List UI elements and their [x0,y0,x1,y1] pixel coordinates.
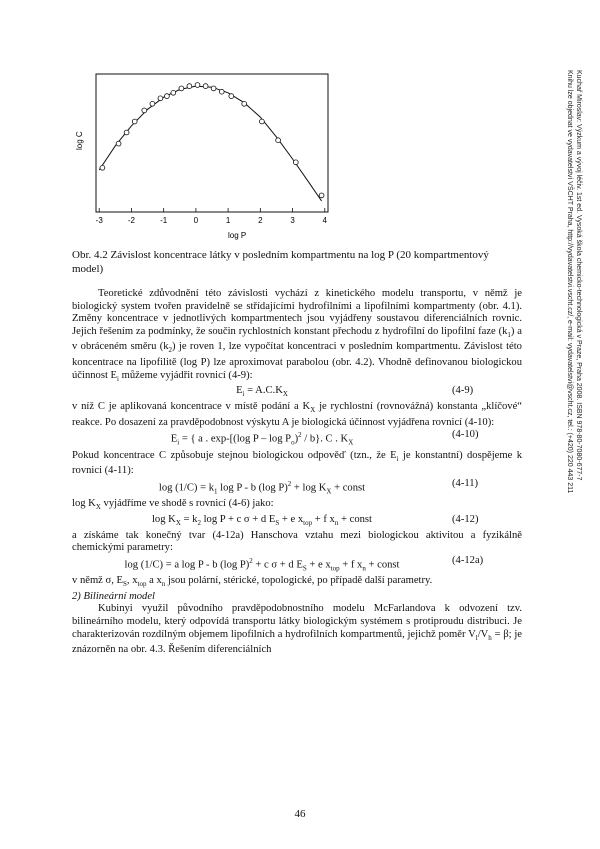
data-point [203,84,208,89]
data-point [142,108,147,113]
data-point [293,160,298,165]
equation-4-11 [72,478,522,498]
figure-caption: Obr. 4.2 Závislost koncentrace látky v posledním kompartmentu na log P (20 kompartmentový model) [72,249,489,275]
eq10-expr: $E_i$ = { a . exp-[(log P – $\log P_o)^2 / b$}. C . $K_X$ [170,431,354,448]
equation-4-10 [72,429,522,449]
p1-text: Teoretické zdůvodnění této závislosti vychází z kinetického modelu transportu, v němž je biologický system tvořen pravidelně se střídajícími hydrofilními a lipofilními kompartmenty (obr. 4.1). Změny koncentrace v jednotlivých kompartmentech jsou vyjádřeny soustavou diferenciálních rovnic. Jejich řešením za podmínky, že součin rychlostních konstant přechodu z hydrofilní do lipofilní faze $(k_1)$ a v obráceném směru $(k_2)$ je roven 1, lze vypočítat koncentraci v posledním kompartmentu. Závislost této koncentrace na lipofilitě (log P) lze aproximovat parabolou (obr. 4.2). Vhodně definovanou biologickou účinnost $E_i$ můžeme vyjádřit rovnicí (4-9): [72,288,522,383]
eq11-expr: $\log (1/C) = k_1$ log P - b (log $P)^2 + \log K_X$ + const [158,480,366,496]
parabola-chart [72,70,342,245]
data-point [150,101,155,106]
eq11-number: (4-11) [452,478,479,490]
copyright-line-2: Knihu lze objednat ve vydavatelství VŠCHT Praha, http://vydavatelstvi.vscht.cz/, e-mail: vydavatelstvi@vscht.cz, tel.: (+420) 220 443 211 [566,70,573,494]
data-point [165,94,170,99]
data-point [179,86,184,91]
body-text [72,288,522,657]
data-point [260,119,265,124]
y-axis-label: log C [75,131,84,150]
data-point [171,90,176,95]
paragraph-2: v níž C je aplikovaná koncentrace v místě podání a $K_X$ je rychlostní (rovnovážná) konstanta „klíčové“ reakce. Po dosazení za pravděpodobnost výskytu A je biologická účinnost vyjádřena rovnicí (4-10): [72,401,522,428]
plot-frame [96,74,328,212]
x-tick-label: -1 [160,216,168,225]
page-number: 46 [294,808,306,820]
x-tick-label: 4 [322,216,328,225]
equation-4-12 [72,514,522,530]
data-point [187,84,192,89]
data-point [276,138,281,143]
data-point [319,193,324,198]
data-point [229,94,234,99]
data-point [124,130,129,135]
x-tick-label: 3 [290,216,295,225]
data-point [116,141,121,146]
eq10-number: (4-10) [452,429,479,441]
paragraph-5: a získáme tak konečný tvar (4-12a) Hanschova vztahu mezi biologickou aktivitou a fyzikálně chemickými parametry: [72,529,522,554]
data-point [195,83,200,88]
fitted-parabola-curve [99,86,321,201]
equation-4-12a [72,555,522,575]
x-tick-label: 0 [193,216,199,225]
eq9-expr: $E_i = A.C.K_X$ [236,385,288,399]
equation-4-9 [72,385,522,401]
eq9-number: (4-9) [452,385,474,397]
eq12a-expr: log (1/C) = a log P - b (log P)$^2$ + c σ + d $E_S + e$ $x_{top} + f$ $x_n$ + const [124,556,400,573]
section-heading: 2) Bilineární model [72,590,155,602]
paragraph-1 [72,288,522,385]
eq12a-number: (4-12a) [452,554,484,566]
eq12-expr: $\log K_X = k_2$ log P + c σ + d $E_S + e$ $x_{top} + f$ $x_n$ + const [151,513,372,528]
copyright-sidebar [555,70,595,570]
copyright-text [565,70,583,570]
paragraph-7: Kubinyi využil původního pravděpodobnostního modelu McFarlandova k odvození tzv. bilineárního modelu, který odpovídá transportu látky biologickým systémem s protiproudu distribuci. Je charakterizován rozdílným objemem lipofilních a hydrofilních kompartmentů, jejichž poměr $V_l/V_h = \beta$; je znázorněn na obr. 4.3. Řešením diferenciálních [72,603,522,656]
data-point [132,119,137,124]
data-point [158,96,163,101]
copyright-line-1: Kuchař Miroslav: Výzkum a vývoj léčiv. 1st ed. Vysoká škola chemicko-technologická v Praze, Praha 2008. ISBN 978-80-7080-677-7 [575,70,582,481]
x-tick-label: -2 [127,216,136,225]
x-tick-label: -3 [95,216,103,225]
data-point [100,165,105,170]
paragraph-3: Pokud koncentrace C způsobuje stejnou biologickou odpověď (tzn., že $E_i$ je konstantní) dospějeme k rovnici (4-11): [72,449,522,477]
x-tick-label: 2 [258,216,263,225]
x-tick-label: 1 [225,216,231,225]
data-point [219,89,224,94]
data-point [242,101,247,106]
eq12-number: (4-12) [452,513,479,525]
data-point [211,86,216,91]
x-axis-label: log P [228,231,247,240]
paragraph-6: v němž σ, $E_S$, $x_{top}$ a $x_n$ jsou polární, stérické, topologické, po případě další parametry. [72,575,433,589]
paragraph-4: $\log K_X$ vyjádříme ve shodě s rovnicí (4-6) jako: [72,498,274,512]
